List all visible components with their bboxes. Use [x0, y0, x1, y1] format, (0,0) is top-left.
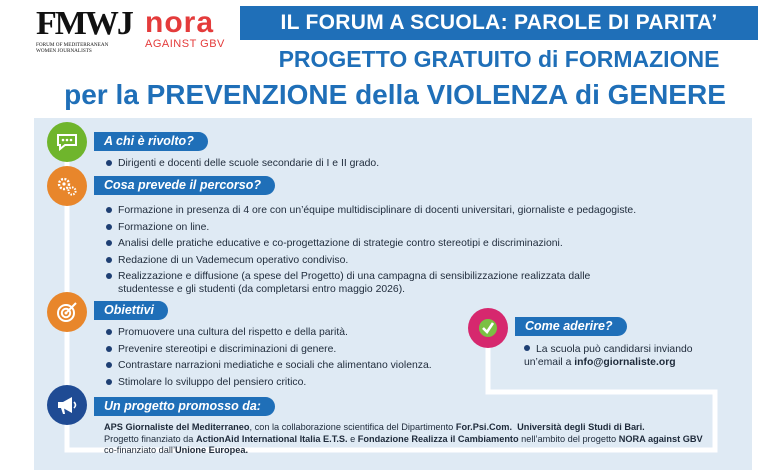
target-list: [104, 157, 744, 174]
text-fragment: e: [347, 433, 358, 444]
list-item: Formazione on line.: [104, 221, 644, 234]
fmwj-logo-mark: FMWJ: [36, 5, 132, 42]
list-item: Formazione in presenza di 4 ore con un’équipe multidisciplinare di docenti universitari, giornaliste e pedagogiste.: [104, 204, 644, 217]
goals-list: [104, 326, 474, 392]
page-title-line2: per la PREVENZIONE della VIOLENZA di GENERE: [64, 79, 726, 110]
promoter-line-3: [104, 445, 744, 457]
promoter-text: [104, 422, 744, 457]
section-title-promoter: Un progetto promosso da:: [94, 397, 275, 416]
nora-logo-mark: nora: [145, 6, 215, 39]
promoter-line-2: [104, 434, 744, 446]
list-item: Dirigenti e docenti delle scuole secondarie di I e II grado.: [104, 157, 744, 170]
list-item: Stimolare lo sviluppo del pensiero critico.: [104, 376, 474, 389]
list-item: Promuovere una cultura del rispetto e della parità.: [104, 326, 474, 339]
target-icon: [47, 292, 87, 332]
section-title-join: Come aderire?: [515, 317, 627, 336]
gears-icon: [47, 166, 87, 206]
section-title-target: A chi è rivolto?: [94, 132, 208, 151]
list-item: Realizzazione e diffusione (a spese del Progetto) di una campagna di sensibilizzazione realizzata dalle studentesse e gli studenti (da completarsi entro maggio 2026).: [104, 270, 644, 296]
university-name: Università degli Studi di Bari.: [517, 422, 645, 432]
join-email-link[interactable]: info@giornaliste.org: [574, 357, 676, 368]
project-name: NORA against GBV: [618, 433, 703, 444]
megaphone-icon: [47, 385, 87, 425]
funder-actionaid: ActionAid International Italia E.T.S.: [195, 433, 348, 444]
checkmark-icon: [468, 308, 508, 348]
nora-logo-subtitle: AGAINST GBV: [145, 38, 225, 50]
list-item: Contrastare narrazioni mediatiche e sociali che alimentano violenza.: [104, 359, 474, 372]
program-list: [104, 204, 644, 300]
header-banner: IL FORUM A SCUOLA: PAROLE DI PARITA’: [240, 6, 758, 40]
bullet: [524, 345, 530, 351]
funder-fondazione: Fondazione Realizza il Cambiamento: [357, 433, 519, 444]
promoter-line-1: [104, 422, 744, 434]
speech-bubble-icon: [47, 122, 87, 162]
section-title-program: Cosa prevede il percorso?: [94, 176, 275, 195]
page-title-line1: PROGETTO GRATUITO di FORMAZIONE: [278, 46, 720, 72]
join-text-intro: La scuola può candidarsi inviando un’email a: [524, 344, 693, 368]
fmwj-logo-subtitle: FORUM OF MEDITERRANEAN WOMEN JOURNALISTS: [36, 42, 109, 54]
eu-name: Unione Europea.: [175, 445, 248, 455]
text-fragment: , con la collaborazione scientifica del Dipartimento: [249, 422, 456, 432]
org-name: APS Giornaliste del Mediterraneo: [104, 422, 250, 432]
join-text: [524, 343, 704, 369]
text-fragment: co-finanziato dall’: [104, 445, 175, 455]
list-item: Analisi delle pratiche educative e co-progettazione di strategie contro stereotipi e discriminazioni.: [104, 237, 644, 250]
text-fragment: Progetto finanziato da: [104, 433, 196, 444]
section-title-goals: Obiettivi: [94, 301, 168, 320]
department-name: For.Psi.Com.: [455, 422, 512, 432]
list-item: Redazione di un Vademecum operativo condiviso.: [104, 254, 644, 267]
list-item: Prevenire stereotipi e discriminazioni di genere.: [104, 343, 474, 356]
text-fragment: nell’ambito del progetto: [518, 433, 619, 444]
